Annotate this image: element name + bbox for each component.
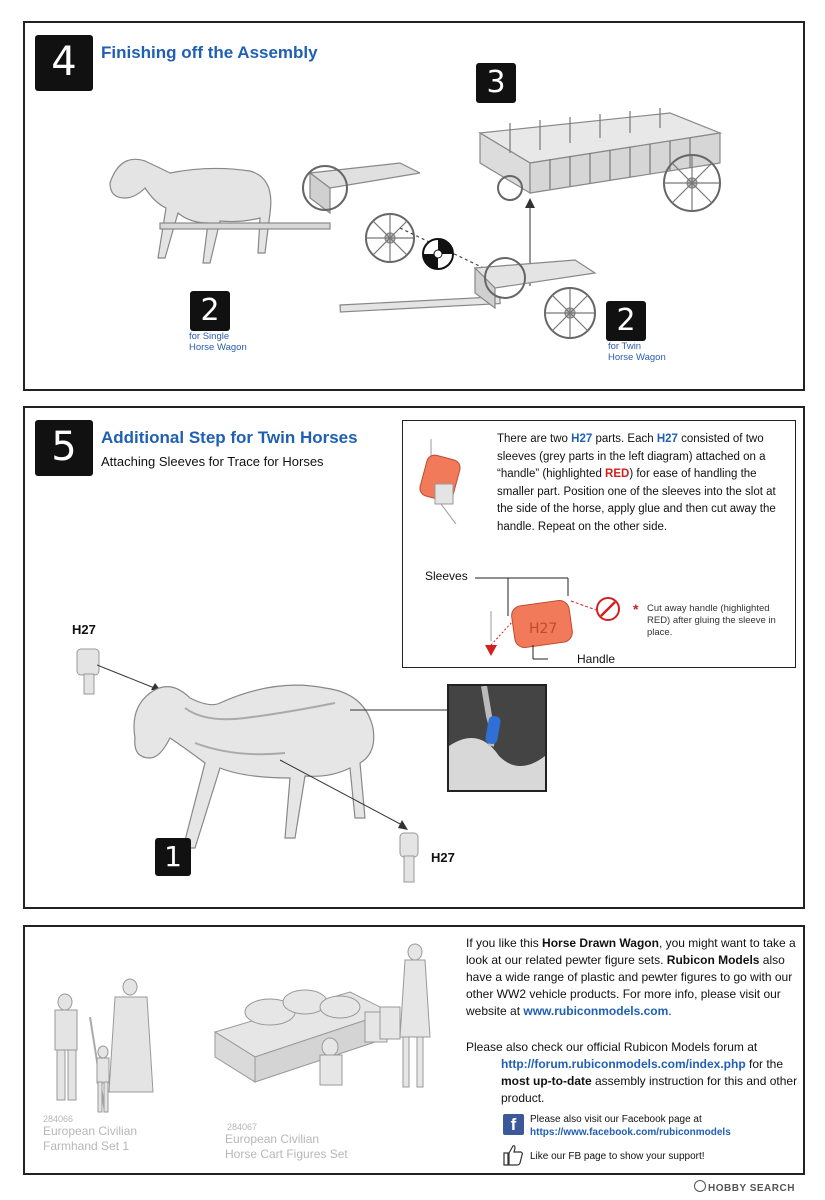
facebook-icon[interactable]: f [503,1114,524,1135]
single-wagon-number: 2 [190,291,230,331]
set2-code: 284067 [227,1122,258,1132]
like-text: Like our FB page to show your support! [530,1151,705,1162]
h27-bottom-arrow [280,758,410,833]
twin-wagon-number: 2 [606,301,646,341]
watermark-icon [694,1180,706,1192]
inset-zoom [447,684,547,792]
twin-chassis-illustration [335,248,610,348]
svg-text:H27: H27 [529,621,558,637]
h27-bottom-label: H27 [431,850,455,865]
step4-number: 4 [35,35,93,91]
set1-name-1: European Civilian [43,1124,138,1138]
cut-note: Cut away handle (highlighted RED) after gluing the sleeve in place. [647,603,776,638]
twin-wagon-caption-2: Horse Wagon [608,352,666,363]
promo-text: If you like this Horse Drawn Wagon, you might want to take a look at our related pewter figure sets. Rubicon Models also have a wide range of plastic and pewter figures to go with our other WW2 vehicle products. For more info, please visit our website at www.rubiconmodels.com. [466,936,796,1018]
step5-panel [23,406,805,909]
handle-label: Handle [577,652,616,666]
farmhand-figures-illustration [35,972,185,1122]
sleeves-label: Sleeves [425,569,468,583]
h27-top-label: H27 [72,622,96,637]
cutter-icon [595,596,621,622]
website-link[interactable]: www.rubiconmodels.com [523,1004,669,1018]
forum-text: http://forum.rubiconmodels.com/index.php for the most up-to-date assembly instruction for this and other product. [501,1057,798,1105]
watermark: HOBBY SEARCH [694,1180,795,1194]
facebook-text: Please also visit our Facebook page at [530,1114,702,1125]
set2-name-1: European Civilian [225,1132,320,1146]
h27-bottom-part [395,828,425,888]
forum-link[interactable]: http://forum.rubiconmodels.com/index.php [501,1057,746,1071]
set2-name-2: Horse Cart Figures Set [225,1147,348,1161]
step5-subtitle: Attaching Sleeves for Trace for Horses [101,454,324,469]
single-wagon-caption-2: Horse Wagon [189,342,247,353]
set1-code: 284066 [43,1114,74,1124]
inset-zoom-image [449,686,545,790]
single-wagon-caption-1: for Single [189,331,230,342]
part3-number: 3 [476,63,516,103]
horse-cart-figures-illustration [210,937,460,1112]
promo-panel [23,925,805,1175]
horse-number: 1 [155,838,191,876]
facebook-link[interactable]: https://www.facebook.com/rubiconmodels [530,1127,731,1138]
set1-name-2: Farmhand Set 1 [43,1139,130,1153]
step4-panel [23,21,805,391]
wagon-body-illustration [470,93,730,228]
forum-intro: Please also check our official Rubicon Models forum at [466,1040,758,1054]
step5-title: Additional Step for Twin Horses [101,428,358,447]
note-box [402,420,796,668]
cut-asterisk: * [633,601,639,617]
inset-connector [350,688,450,718]
thumbs-up-icon [501,1143,525,1167]
twin-wagon-caption-1: for Twin [608,341,642,352]
note-text: There are two H27 parts. Each H27 consisted of two sleeves (grey parts in the left diagram) attached on a “handle” (highlighted RED) for ease of handling the smaller part. Position one of the sleeves into the slot at the side of the horse, apply glue and then cut away the handle. Repeat on the other side. [497,433,776,533]
h27-red-handle-icon [411,439,476,524]
step4-title: Finishing off the Assembly [101,43,318,62]
step5-number: 5 [35,420,93,476]
